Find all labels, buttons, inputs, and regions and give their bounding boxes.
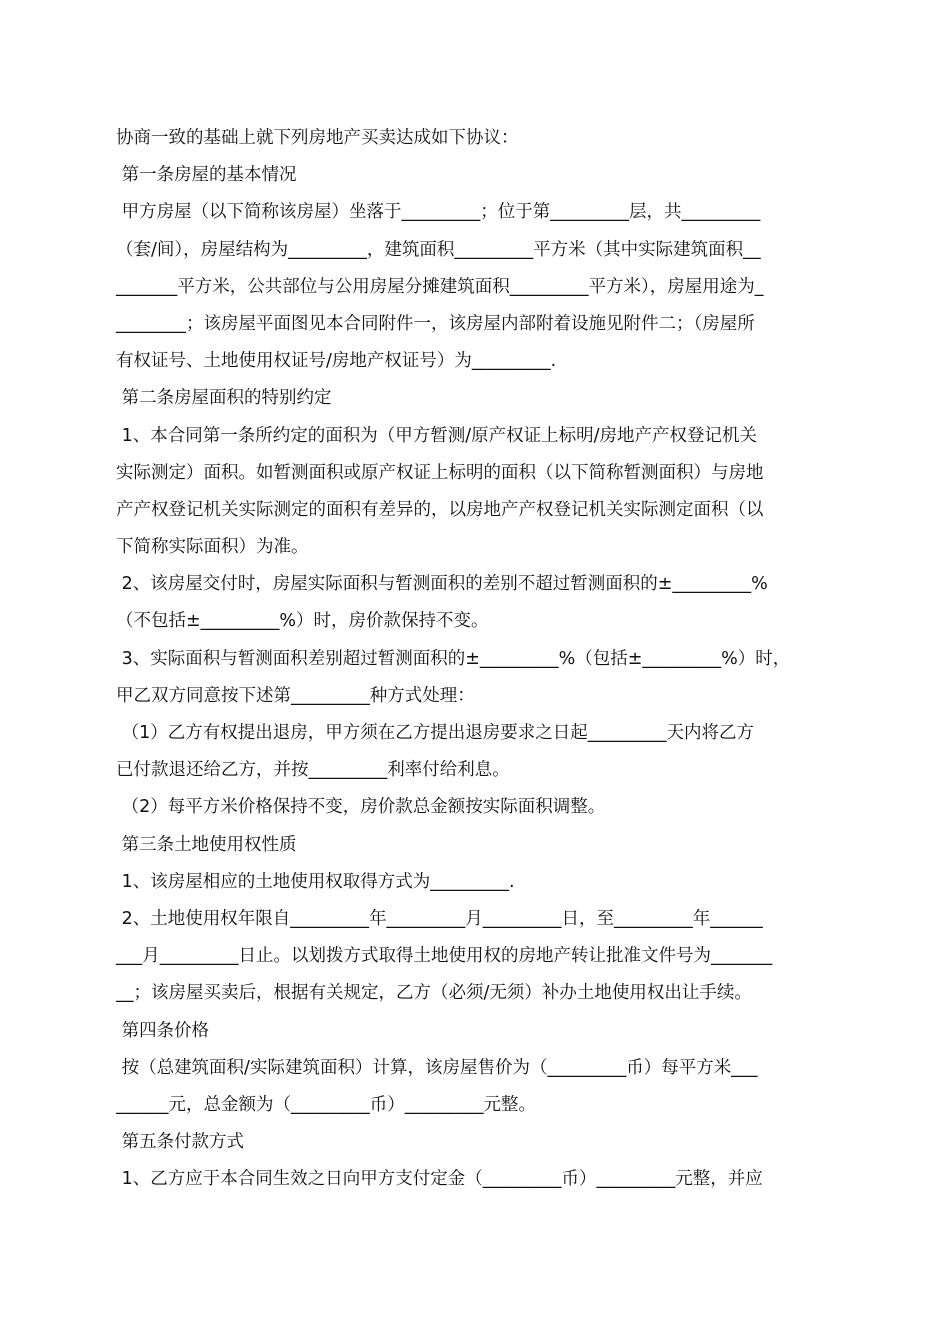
section-heading: 第三条土地使用权性质 <box>116 834 297 855</box>
paragraph-line: ________；该房屋平面图见本合同附件一，该房屋内部附着设施见附件二；（房屋所 <box>116 313 755 334</box>
paragraph-line: 已付款退还给乙方，并按_________利率付给利息。 <box>116 760 510 781</box>
paragraph-line: 产产权登记机关实际测定的面积有差异的，以房地产产权登记机关实际测定面积（以 <box>116 499 764 520</box>
paragraph-line: （2）每平方米价格保持不变，房价款总金额按实际面积调整。 <box>116 797 606 818</box>
paragraph-line: 甲乙双方同意按下述第_________种方式处理： <box>116 685 475 706</box>
paragraph-line: 2、该房屋交付时，房屋实际面积与暂测面积的差别不超过暂测面积的±_________% <box>116 574 768 595</box>
paragraph-line: __；该房屋买卖后，根据有关规定，乙方（必须/无须）补办土地使用权出让手续。 <box>116 983 752 1004</box>
paragraph-line: 协商一致的基础上就下列房地产买卖达成如下协议： <box>116 128 519 148</box>
section-heading: 第一条房屋的基本情况 <box>116 165 297 186</box>
paragraph-line: 有权证号、土地使用权证号/房地产权证号）为_________. <box>116 351 557 372</box>
paragraph-line: 2、土地使用权年限自_________年_________月_________日，至_________年______ <box>116 908 763 929</box>
paragraph-line: 1、乙方应于本合同生效之日向甲方支付定金（_________币）_________元整，并应 <box>116 1169 763 1190</box>
paragraph-line: 3、实际面积与暂测面积差别超过暂测面积的±_________%（包括±_________%）时， <box>116 648 791 669</box>
paragraph-line: 1、该房屋相应的土地使用权取得方式为_________. <box>116 871 515 892</box>
paragraph-line: _______平方米，公共部位与公用房屋分摊建筑面积_________平方米），房屋用途为_ <box>116 276 764 297</box>
paragraph-line: 实际测定）面积。如暂测面积或原产权证上标明的面积（以下简称暂测面积）与房地 <box>116 462 764 483</box>
paragraph-line: （不包括±_________%）时，房价款保持不变。 <box>116 611 489 632</box>
document-body <box>116 120 838 1198</box>
paragraph-line: 按（总建筑面积/实际建筑面积）计算，该房屋售价为（_________币）每平方米___ <box>116 1057 758 1078</box>
paragraph-line: （套/间），房屋结构为_________，建筑面积_________平方米（其中实际建筑面积__ <box>116 239 761 260</box>
paragraph-line: 1、本合同第一条所约定的面积为（甲方暂测/原产权证上标明/房地产产权登记机关 <box>116 425 757 446</box>
paragraph-line: 下简称实际面积）为准。 <box>116 537 309 558</box>
paragraph-line: ______元，总金额为（_________币）_________元整。 <box>116 1094 536 1115</box>
section-heading: 第二条房屋面积的特别约定 <box>116 388 332 409</box>
section-heading: 第四条价格 <box>116 1020 210 1041</box>
paragraph-line: ___月_________日止。以划拨方式取得土地使用权的房地产转让批准文件号为_______ <box>116 946 773 967</box>
paragraph-line: 甲方房屋（以下简称该房屋）坐落于_________；位于第_________层，共_________ <box>116 202 761 223</box>
paragraph-line: （1）乙方有权提出退房，甲方须在乙方提出退房要求之日起_________天内将乙方 <box>116 723 754 743</box>
section-heading: 第五条付款方式 <box>116 1132 245 1153</box>
